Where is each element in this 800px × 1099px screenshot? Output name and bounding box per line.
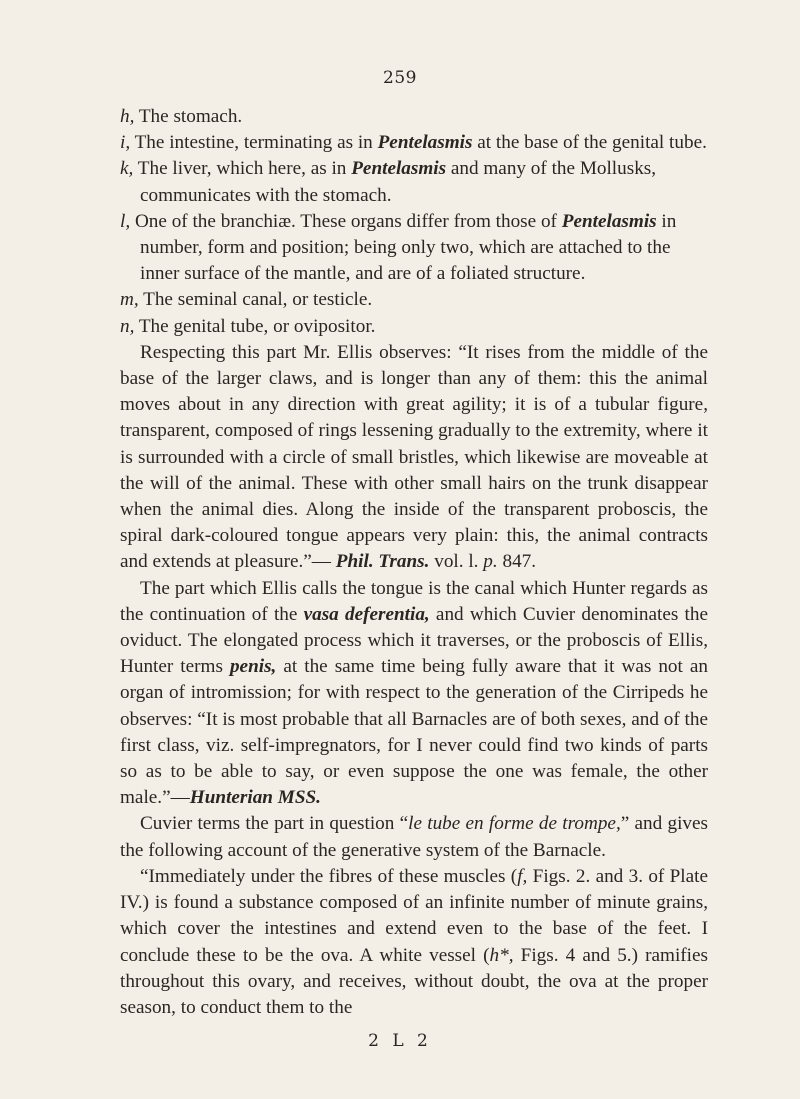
legend-entry-l: l, One of the branchiæ. These organs differ from those of Pentelasmis in number, form and position; being only two, which are attached to the inner surface of the mantle, and are of a foliated structure.: [120, 210, 677, 285]
legend-entry-k: k, The liver, which here, as in Pentelasmis and many of the Mollusks, communicates with the stomach.: [120, 158, 657, 206]
legend-key: i,: [120, 132, 131, 154]
page-number: 259: [383, 68, 417, 88]
body-text: [120, 104, 708, 1021]
signature-mark: 2 L 2: [368, 1031, 432, 1051]
legend-key: m,: [120, 289, 139, 311]
legend-key: l,: [120, 210, 131, 232]
legend-entry-m: m, The seminal canal, or testicle.: [120, 289, 373, 311]
legend-entry-h: h, The stomach.: [120, 106, 243, 127]
paragraph-quote: “Immediately under the fibres of these muscles (f, Figs. 2. and 3. of Plate IV.) is found a substance composed of an infinite number of minute grains, which cover the intestines and extend even to the base of the feet. I conclude these to be the ova. A white vessel (h*, Figs. 4 and 5.) ramifies throughout this ovary, and receives, without doubt, the ova at the proper season, to conduct them to the: [120, 865, 708, 1018]
legend-key: h,: [120, 106, 135, 127]
legend-key: k,: [120, 158, 134, 180]
legend-key: n,: [120, 315, 135, 337]
legend-entry-n: n, The genital tube, or ovipositor.: [120, 315, 376, 337]
paragraph-hunter: The part which Ellis calls the tongue is the canal which Hunter regards as the continuation of the vasa deferentia, and which Cuvier denominates the oviduct. The elongated process which it traverses, or the proboscis of Ellis, Hunter terms penis, at the same time being fully aware that it was not an organ of intromission; for with respect to the generation of the Cirripeds he observes: “It is most probable that all Barnacles are of both sexes, and of the first class, viz. self-impregnators, for I never could find two kinds of parts so as to be able to say, or even suppose the one was female, the other male.”—Hunterian MSS.: [120, 577, 708, 809]
paragraph-ellis: Respecting this part Mr. Ellis observes: “It rises from the middle of the base of the larger claws, and is longer than any of them: this the animal moves about in any direction with great agility; it is of a tubular figure, transparent, composed of rings lessening gradually to the extremity, where it is surrounded with a circle of small bristles, which likewise are moveable at the will of the animal. These with other small hairs on the trunk disappear when the animal dies. Along the inside of the transparent proboscis, the spiral dark-coloured tongue appears very plain: this, the animal contracts and extends at pleasure.”— Phil. Trans. vol. l. p. 847.: [120, 341, 708, 573]
paragraph-cuvier: Cuvier terms the part in question “le tube en forme de trompe,” and gives the following account of the generative system of the Barnacle.: [120, 813, 708, 861]
legend-entry-i: i, The intestine, terminating as in Pentelasmis at the base of the genital tube.: [120, 132, 707, 154]
